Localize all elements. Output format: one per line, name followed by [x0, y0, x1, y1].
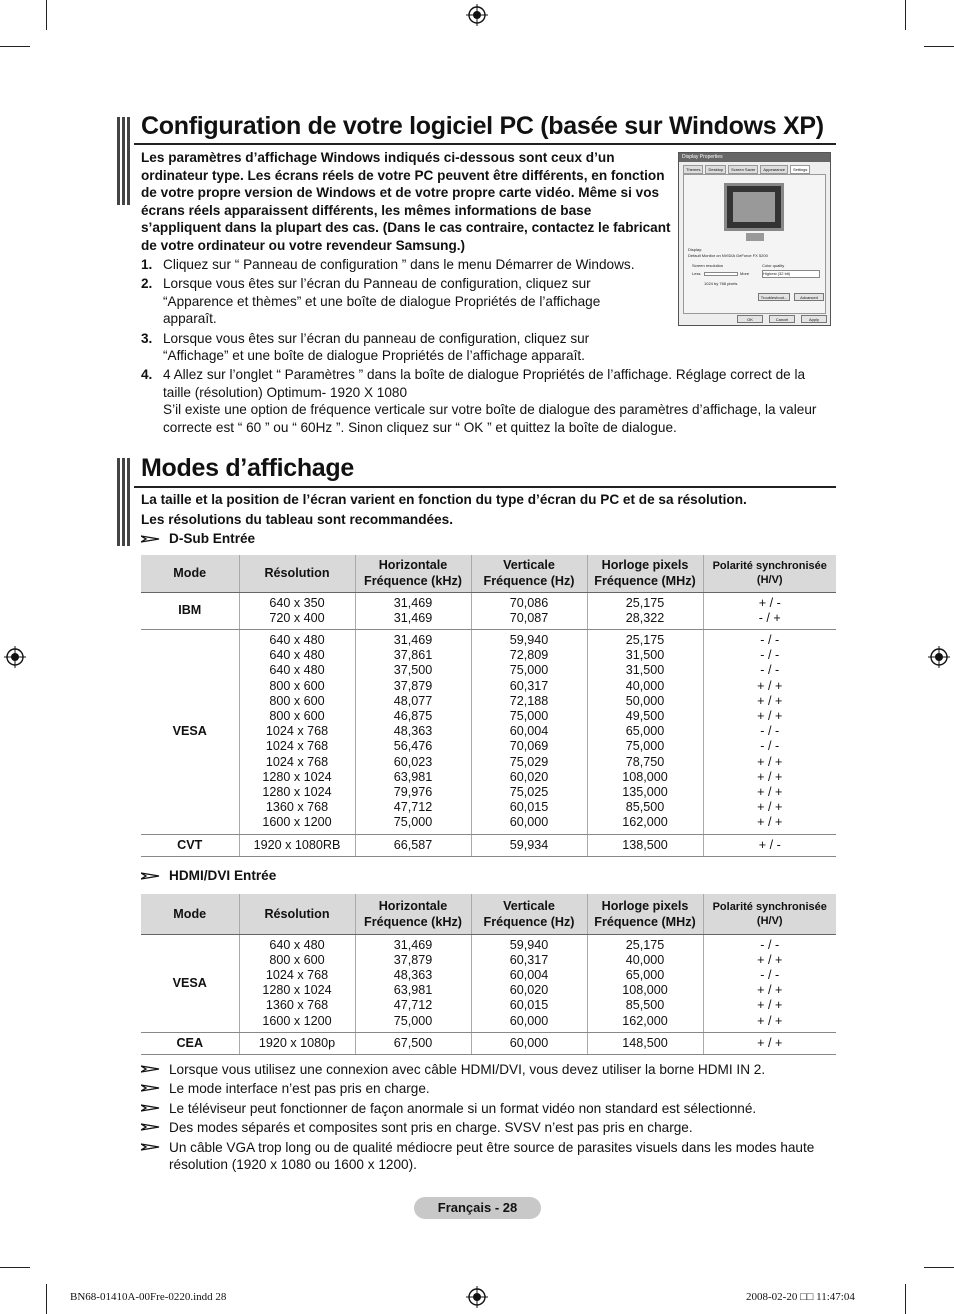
value-cell	[239, 834, 355, 856]
cell-value: 60,020	[509, 769, 549, 784]
table-row	[141, 834, 836, 856]
col-pixel-clock: Horloge pixels Fréquence (MHz)	[587, 555, 703, 592]
cell-value: - / -	[760, 724, 780, 739]
col-mode: Mode	[141, 894, 239, 934]
mode-cell: VESA	[141, 934, 239, 1032]
value-cell	[471, 834, 587, 856]
cell-value: 75,029	[509, 754, 549, 769]
cell-value: 28,322	[625, 610, 665, 625]
col-horizontal: Horizontale Fréquence (kHz)	[355, 555, 471, 592]
cell-value: 162,000	[622, 815, 668, 830]
color-label: Color quality	[762, 263, 785, 268]
value-cell	[703, 1032, 836, 1054]
value-cell	[703, 834, 836, 856]
cell-value: 50,000	[625, 693, 665, 708]
cell-value: + / +	[757, 1013, 783, 1028]
dialog-titlebar: Display Properties	[679, 153, 830, 162]
cell-value: - / -	[760, 967, 780, 982]
step-item: 2. Lorsque vous êtes sur l’écran du Panneau de configuration, cliquez sur “Apparence et thèmes” et une boîte de dialogue Propriétés de l’affichage apparaît.	[141, 276, 601, 327]
cell-value: 56,476	[393, 739, 433, 754]
dsub-table	[141, 555, 836, 857]
registration-mark-icon	[466, 4, 488, 26]
value-cell	[355, 934, 471, 1032]
cell-value: 59,934	[509, 837, 549, 852]
cell-value: 75,000	[509, 663, 549, 678]
col-horizontal: Horizontale Fréquence (kHz)	[355, 894, 471, 934]
cell-value: 800 x 600	[269, 693, 325, 708]
cell-value: + / +	[757, 983, 783, 998]
cell-value: 25,175	[625, 595, 665, 610]
hdmi-heading: HDMI/DVI Entrée	[141, 868, 276, 883]
value-cell	[587, 934, 703, 1032]
cell-value: 25,175	[625, 632, 665, 647]
troubleshoot-button: Troubleshoot...	[758, 293, 790, 301]
tab-appearance: Appearance	[760, 165, 788, 174]
cell-value: 1280 x 1024	[262, 983, 332, 998]
cell-value: 70,069	[509, 739, 549, 754]
registration-mark-icon	[4, 646, 26, 668]
arrow-note-icon	[141, 1064, 161, 1074]
section-rule	[134, 486, 836, 488]
cell-value: + / +	[757, 678, 783, 693]
resolution-value: 1024 by 768 pixels	[704, 281, 738, 286]
value-cell	[239, 629, 355, 834]
cell-value: 60,000	[509, 815, 549, 830]
cell-value: 31,469	[393, 937, 433, 952]
value-cell	[587, 592, 703, 629]
cell-value: 31,469	[393, 610, 433, 625]
cell-value: 60,317	[509, 678, 549, 693]
cell-value: 75,000	[393, 815, 433, 830]
cell-value: 60,023	[393, 754, 433, 769]
cell-value: 1280 x 1024	[262, 769, 332, 784]
cell-value: 47,712	[393, 800, 433, 815]
cell-value: 63,981	[393, 769, 433, 784]
crop-mark	[905, 1284, 906, 1314]
value-cell	[587, 834, 703, 856]
cell-value: 1024 x 768	[265, 754, 329, 769]
cell-value: + / +	[757, 693, 783, 708]
modes-intro-1: La taille et la position de l’écran varient en fonction du type d’écran du PC et de sa résolution.	[141, 492, 747, 507]
cell-value: 47,712	[393, 998, 433, 1013]
cell-value: 1600 x 1200	[262, 1013, 332, 1028]
cell-value: + / +	[757, 815, 783, 830]
less-label: Less	[692, 271, 701, 276]
cell-value: + / +	[757, 754, 783, 769]
value-cell	[355, 629, 471, 834]
cell-value: 63,981	[393, 983, 433, 998]
section-bar	[117, 117, 130, 205]
cell-value: + / +	[757, 952, 783, 967]
cell-value: - / -	[760, 648, 780, 663]
col-pixel-clock: Horloge pixels Fréquence (MHz)	[587, 894, 703, 934]
section-rule	[134, 143, 836, 145]
value-cell	[703, 629, 836, 834]
cell-value: 48,363	[393, 724, 433, 739]
cell-value: 75,025	[509, 784, 549, 799]
monitor-icon	[724, 183, 784, 231]
cell-value: 59,940	[509, 632, 549, 647]
cell-value: 25,175	[625, 937, 665, 952]
display-value: Default Monitor on NVIDIA GeForce FX 5200	[688, 253, 768, 258]
slug-right: 2008-02-20 □□ 11:47:04	[746, 1291, 855, 1303]
note-item: Lorsque vous utilisez une connexion avec câble HDMI/DVI, vous devez utiliser la borne HDMI IN 2.	[141, 1061, 836, 1078]
cell-value: 138,500	[622, 837, 668, 852]
apply-button: Apply	[801, 315, 827, 323]
cell-value: - / -	[760, 739, 780, 754]
cell-value: 37,500	[393, 663, 433, 678]
value-cell	[587, 629, 703, 834]
cell-value: 31,469	[393, 595, 433, 610]
cell-value: 135,000	[622, 784, 668, 799]
cell-value: 67,500	[393, 1035, 433, 1050]
cell-value: + / -	[758, 595, 781, 610]
col-vertical: Verticale Fréquence (Hz)	[471, 894, 587, 934]
cell-value: 70,086	[509, 595, 549, 610]
section-title: Modes d’affichage	[141, 454, 354, 482]
value-cell	[471, 1032, 587, 1054]
intro-paragraph: Les paramètres d’affichage Windows indiqués ci-dessous sont ceux d’un ordinateur type. Les écrans réels de votre PC peuvent être différents, en fonction de votre propre version de Windows et de votre propre carte vidéo. Même si vos écrans réels apparaissent différents, les mêmes informations de base s’appliquent dans la plupart des cas. (Dans le cas contraire, contactez le fabricant de votre ordinateur ou votre revendeur Samsung.)	[141, 150, 671, 253]
cell-value: 1360 x 768	[265, 800, 329, 815]
cell-value: 1024 x 768	[265, 724, 329, 739]
tab-desktop: Desktop	[705, 165, 726, 174]
tab-screen-saver: Screen Saver	[728, 165, 758, 174]
cell-value: 48,363	[393, 967, 433, 982]
dsub-heading: D-Sub Entrée	[141, 531, 255, 546]
cell-value: 85,500	[625, 998, 665, 1013]
cell-value: - / -	[760, 937, 780, 952]
mode-cell: CVT	[141, 834, 239, 856]
tab-settings: Settings	[790, 165, 810, 174]
arrow-note-icon	[141, 1142, 161, 1152]
cell-value: 60,015	[509, 800, 549, 815]
cell-value: 40,000	[625, 952, 665, 967]
cell-value: 1360 x 768	[265, 998, 329, 1013]
note-item: Le téléviseur peut fonctionner de façon anormale si un format vidéo non standard est sélectionné.	[141, 1100, 836, 1117]
col-polarity: Polarité synchronisée (H/V)	[703, 894, 836, 934]
value-cell	[703, 592, 836, 629]
cell-value: 70,087	[509, 610, 549, 625]
advanced-button: Advanced	[794, 293, 824, 301]
cell-value: 48,077	[393, 693, 433, 708]
cell-value: 640 x 480	[269, 663, 325, 678]
cell-value: 59,940	[509, 937, 549, 952]
arrow-note-icon	[141, 871, 161, 881]
cell-value: 1920 x 1080p	[258, 1035, 336, 1050]
cell-value: - / +	[758, 610, 781, 625]
value-cell	[355, 834, 471, 856]
cell-value: 37,861	[393, 648, 433, 663]
col-resolution: Résolution	[239, 894, 355, 934]
crop-mark	[0, 1267, 30, 1268]
crop-mark	[905, 0, 906, 30]
cell-value: 37,879	[393, 678, 433, 693]
cell-value: 1920 x 1080RB	[253, 837, 341, 852]
monitor-stand	[746, 233, 764, 241]
cell-value: 49,500	[625, 708, 665, 723]
cell-value: 78,750	[625, 754, 665, 769]
cell-value: 85,500	[625, 800, 665, 815]
cell-value: 60,000	[509, 1013, 549, 1028]
cell-value: 31,500	[625, 648, 665, 663]
cell-value: 640 x 480	[269, 937, 325, 952]
cell-value: 75,000	[509, 708, 549, 723]
cell-value: 640 x 480	[269, 632, 325, 647]
col-resolution: Résolution	[239, 555, 355, 592]
cell-value: + / +	[757, 708, 783, 723]
table-row	[141, 934, 836, 1032]
cell-value: 800 x 600	[269, 708, 325, 723]
crop-mark	[46, 0, 47, 30]
step-item: 1. Cliquez sur “ Panneau de configuration ” dans le menu Démarrer de Windows.	[141, 257, 635, 272]
value-cell	[239, 934, 355, 1032]
crop-mark	[924, 46, 954, 47]
cell-value: 108,000	[622, 983, 668, 998]
value-cell	[471, 592, 587, 629]
cell-value: 60,004	[509, 967, 549, 982]
cell-value: 75,000	[625, 739, 665, 754]
mode-cell: CEA	[141, 1032, 239, 1054]
cell-value: + / +	[757, 784, 783, 799]
dialog-tabs	[679, 162, 830, 174]
cancel-button: Cancel	[769, 315, 795, 323]
note-item: Le mode interface n’est pas pris en charge.	[141, 1080, 836, 1097]
page-number-badge: Français - 28	[414, 1197, 541, 1219]
cell-value: 72,188	[509, 693, 549, 708]
notes-list	[141, 1061, 836, 1175]
table-row	[141, 592, 836, 629]
tab-themes: Themes	[683, 165, 703, 174]
table-row	[141, 1032, 836, 1054]
cell-value: 640 x 480	[269, 648, 325, 663]
ok-button: OK	[737, 315, 763, 323]
cell-value: 72,809	[509, 648, 549, 663]
cell-value: 37,879	[393, 952, 433, 967]
cell-value: 66,587	[393, 837, 433, 852]
arrow-note-icon	[141, 1103, 161, 1113]
slug-left: BN68-01410A-00Fre-0220.indd 28	[70, 1291, 227, 1303]
cell-value: + / -	[758, 837, 781, 852]
cell-value: 31,500	[625, 663, 665, 678]
note-item: Un câble VGA trop long ou de qualité médiocre peut être source de parasites visuels dans les modes haute résolution (1920 x 1080 ou 1600 x 1200).	[141, 1139, 836, 1174]
display-label: Display:	[688, 247, 703, 252]
col-mode: Mode	[141, 555, 239, 592]
cell-value: 162,000	[622, 1013, 668, 1028]
cell-value: + / +	[757, 998, 783, 1013]
value-cell	[355, 1032, 471, 1054]
hdmi-table	[141, 894, 836, 1055]
cell-value: 148,500	[622, 1035, 668, 1050]
cell-value: 79,976	[393, 784, 433, 799]
note-item: Des modes séparés et composites sont pris en charge. SVSV n’est pas pris en charge.	[141, 1119, 836, 1136]
arrow-note-icon	[141, 1122, 161, 1132]
section-bar	[117, 458, 130, 546]
cell-value: 31,469	[393, 632, 433, 647]
modes-intro-2: Les résolutions du tableau sont recommandées.	[141, 512, 453, 527]
col-polarity: Polarité synchronisée (H/V)	[703, 555, 836, 592]
arrow-note-icon	[141, 1083, 161, 1093]
color-select: Highest (32 bit)	[762, 270, 820, 278]
cell-value: 60,004	[509, 724, 549, 739]
cell-value: - / -	[760, 632, 780, 647]
steps-list	[141, 256, 836, 438]
cell-value: 60,000	[509, 1035, 549, 1050]
cell-value: 40,000	[625, 678, 665, 693]
cell-value: 65,000	[625, 967, 665, 982]
col-vertical: Verticale Fréquence (Hz)	[471, 555, 587, 592]
cell-value: 65,000	[625, 724, 665, 739]
cell-value: + / +	[757, 1035, 783, 1050]
cell-value: 1024 x 768	[265, 967, 329, 982]
value-cell	[587, 1032, 703, 1054]
value-cell	[239, 592, 355, 629]
registration-mark-icon	[928, 646, 950, 668]
cell-value: - / -	[760, 663, 780, 678]
cell-value: 46,875	[393, 708, 433, 723]
cell-value: 720 x 400	[269, 610, 325, 625]
cell-value: 108,000	[622, 769, 668, 784]
cell-value: 60,015	[509, 998, 549, 1013]
cell-value: + / +	[757, 800, 783, 815]
table-row	[141, 629, 836, 834]
value-cell	[471, 934, 587, 1032]
cell-value: + / +	[757, 769, 783, 784]
cell-value: 60,020	[509, 983, 549, 998]
cell-value: 800 x 600	[269, 952, 325, 967]
cell-value: 800 x 600	[269, 678, 325, 693]
registration-mark-icon	[466, 1286, 488, 1308]
crop-mark	[924, 1267, 954, 1268]
cell-value: 75,000	[393, 1013, 433, 1028]
mode-cell: IBM	[141, 592, 239, 629]
cell-value: 60,317	[509, 952, 549, 967]
step-item: 3. Lorsque vous êtes sur l’écran du panneau de configuration, cliquez sur “Affichage” et une boîte de dialogue Propriétés de l’affichage apparaît.	[141, 330, 590, 364]
cell-value: 1280 x 1024	[262, 784, 332, 799]
resolution-label: Screen resolution	[692, 263, 724, 268]
more-label: More	[740, 271, 750, 276]
cell-value: 1600 x 1200	[262, 815, 332, 830]
value-cell	[471, 629, 587, 834]
arrow-note-icon	[141, 534, 161, 544]
value-cell	[703, 934, 836, 1032]
value-cell	[239, 1032, 355, 1054]
crop-mark	[46, 1284, 47, 1314]
cell-value: 640 x 350	[269, 595, 325, 610]
value-cell	[355, 592, 471, 629]
mode-cell: VESA	[141, 629, 239, 834]
section-title: Configuration de votre logiciel PC (basée sur Windows XP)	[141, 112, 824, 140]
cell-value: 1024 x 768	[265, 739, 329, 754]
crop-mark	[0, 46, 30, 47]
step-item: 4. 4 Allez sur l’onglet “ Paramètres ” dans la boîte de dialogue Propriétés de l’affichage. Réglage correct de la taille (résolution) Optimum- 1920 X 1080 S’il existe une option de fréquence verticale sur votre boîte de dialogue des paramètres d’affichage, la valeur correcte est “ 60 ” ou “ 60Hz ”. Sinon cliquez sur “ OK ” et quittez la boîte de dialogue.	[141, 367, 817, 435]
